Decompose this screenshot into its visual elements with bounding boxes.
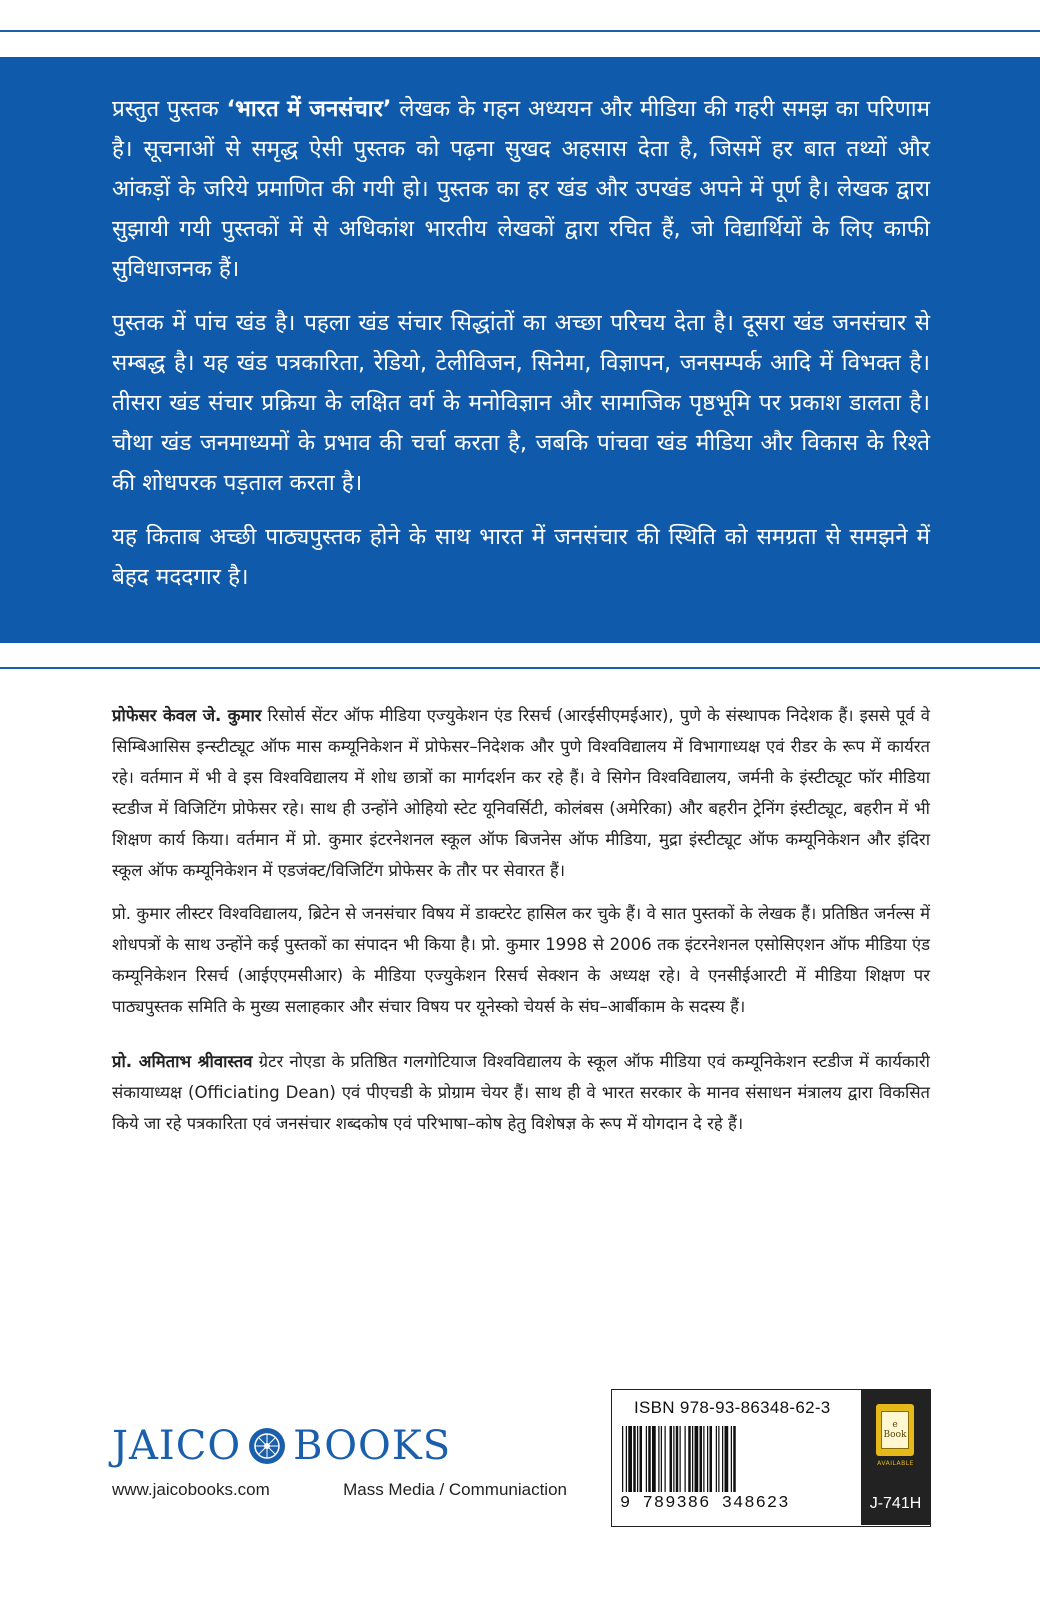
- author-bios: [112, 700, 930, 1151]
- book-code: J-741H: [869, 1495, 922, 1512]
- author-2-name: प्रो. अमिताभ श्रीवास्तव: [112, 1052, 253, 1071]
- publisher-footer: [112, 1480, 567, 1500]
- book-title: ‘भारत में जनसंचार’: [226, 96, 392, 122]
- blurb-paragraph-2: पुस्तक में पांच खंड है। पहला खंड संचार सिद्धांतों का अच्छा परिचय देता है। दूसरा खंड जनसंचार से सम्बद्ध है। यह खंड पत्रकारिता, रेडियो, टेलीविजन, सिनेमा, विज्ञापन, जनसम्पर्क आदि में विभक्त है। तीसरा खंड संचार प्रक्रिया के लक्षित वर्ग के मनोविज्ञान और सामाजिक पृष्ठभूमि पर प्रकाश डालता है। चौथा खंड जनमाध्यमों के प्रभाव की चर्चा करता है, जबकि पांचवा खंड मीडिया और विकास के रिश्ते की शोधपरक पड़ताल करता है।: [112, 310, 930, 496]
- middle-rule: [0, 667, 1040, 669]
- barcode-digits: 9 789386 348623: [620, 1494, 790, 1513]
- publisher-website[interactable]: www.jaicobooks.com: [112, 1480, 270, 1499]
- ebook-word: Book: [883, 1430, 907, 1440]
- book-category: Mass Media / Communiaction: [343, 1480, 567, 1499]
- author-1-bio: [112, 700, 930, 886]
- blurb-panel: [0, 57, 1040, 643]
- publisher-block: [112, 1418, 572, 1500]
- logo-word-left: JAICO: [112, 1423, 242, 1469]
- blurb-text: लेखक के गहन अध्ययन और मीडिया की गहरी समझ का परिणाम है। सूचनाओं से समृद्ध ऐसी पुस्तक को पढ़ना सुखद अहसास देता है, जिसमें हर बात तथ्यों और आंकड़ों के जरिये प्रमाणित की गयी हो। पुस्तक का हर खंड और उपखंड अपने में पूर्ण है। लेखक द्वारा सुझायी गयी पुस्तकों में से अधिकांश भारतीय लेखकों द्वारा रचित हैं, जो विद्यार्थियों के लिए काफी सुविधाजनक हैं।: [112, 96, 930, 282]
- author-1-bio-continued: प्रो. कुमार लीस्टर विश्वविद्यालय, ब्रिटेन से जनसंचार विषय में डाक्टरेट हासिल कर चुके हैं। वे सात पुस्तकों के लेखक हैं। प्रतिष्ठित जर्नल्स में शोधपत्रों के साथ उन्होंने कई पुस्तकों का संपादन भी किया है। प्रो. कुमार 1998 से 2006 तक इंटरनेशनल एसोसिएशन ऑफ मीडिया एंड कम्यूनिकेशन रिसर्च (आईएएमसीआर) के मीडिया एज्युकेशन रिसर्च सेक्शन के अध्यक्ष रहे। वे एनसीईआरटी में मीडिया शिक्षण पर पाठ्यपुस्तक समिति के मुख्य सलाहकार और संचार विषय पर यूनेस्को चेयर्स के संघ–आर्बीकाम के सदस्य हैं।: [112, 904, 930, 1016]
- ebook-panel: [861, 1390, 930, 1525]
- author-1-name: प्रोफेसर केवल जे. कुमार: [112, 706, 262, 725]
- wheel-emblem-icon: [249, 1428, 285, 1464]
- author-1-bio-text: रिसोर्स सेंटर ऑफ मीडिया एज्युकेशन एंड रिसर्च (आरईसीएमईआर), पुणे के संस्थापक निदेशक हैं। इससे पूर्व वे सिम्बिआसिस इन्स्टीट्यूट ऑफ मास कम्यूनिकेशन में प्रोफेसर–निदेशक और पुणे विश्वविद्यालय में विभागाध्यक्ष एवं रीडर के रूप में कार्यरत रहे। वर्तमान में भी वे इस विश्वविद्यालय में शोध छात्रों का मार्गदर्शन कर रहे हैं। वे सिगेन विश्वविद्यालय, जर्मनी के इंस्टीट्यूट फॉर मीडिया स्टडीज में विजिटिंग प्रोफेसर रहे। साथ ही उन्होंने ओहियो स्टेट यूनिवर्सिटी, कोलंबस (अमेरिका) और बहरीन ट्रेनिंग इंस्टीट्यूट, बहरीन में भी शिक्षण कार्य किया। वर्तमान में प्रो. कुमार इंटरनेशनल स्कूल ऑफ बिजनेस ऑफ मीडिया, मुद्रा इंस्टीट्यूट ऑफ कम्यूनिकेशन और इंदिरा स्कूल ऑफ कम्यूनिकेशन में एडजंक्ट/विजिटिंग प्रोफेसर के तौर पर सेवारत हैं।: [112, 706, 930, 880]
- ebook-book-icon: [881, 1411, 909, 1449]
- blurb-paragraph-1: [112, 89, 930, 289]
- logo-word-right: BOOKS: [293, 1423, 452, 1469]
- isbn-label: ISBN 978-93-86348-62-3: [634, 1398, 831, 1417]
- barcode-icon: [620, 1426, 845, 1494]
- ebook-available-icon: [876, 1404, 914, 1456]
- blurb-paragraph-3: यह किताब अच्छी पाठ्यपुस्तक होने के साथ भारत में जनसंचार की स्थिति को समग्रता से समझने में बेहद मददगार है।: [112, 524, 930, 590]
- top-rule: [0, 30, 1040, 32]
- ebook-letter: e: [892, 1420, 898, 1430]
- blurb-intro: प्रस्तुत पुस्तक: [112, 96, 227, 122]
- publisher-logo: [112, 1418, 572, 1474]
- barcode-box: [611, 1389, 931, 1527]
- author-2-bio: [112, 1046, 930, 1139]
- author-2-bio-text: ग्रेटर नोएडा के प्रतिष्ठित गलगोटियाज विश्वविद्यालय के स्कूल ऑफ मीडिया एवं कम्यूनिकेशन स्टडीज में कार्यकारी संकायाध्यक्ष (Officiating Dean) एवं पीएचडी के प्रोग्राम चेयर हैं। साथ ही वे भारत सरकार के मानव संसाधन मंत्रालय द्वारा विकसित किये जा रहे पत्रकारिता एवं जनसंचार शब्दकोष एवं परिभाषा–कोष हेतु विशेषज्ञ के रूप में योगदान दे रहे हैं।: [112, 1052, 930, 1133]
- ebook-caption: AVAILABLE: [877, 1460, 914, 1467]
